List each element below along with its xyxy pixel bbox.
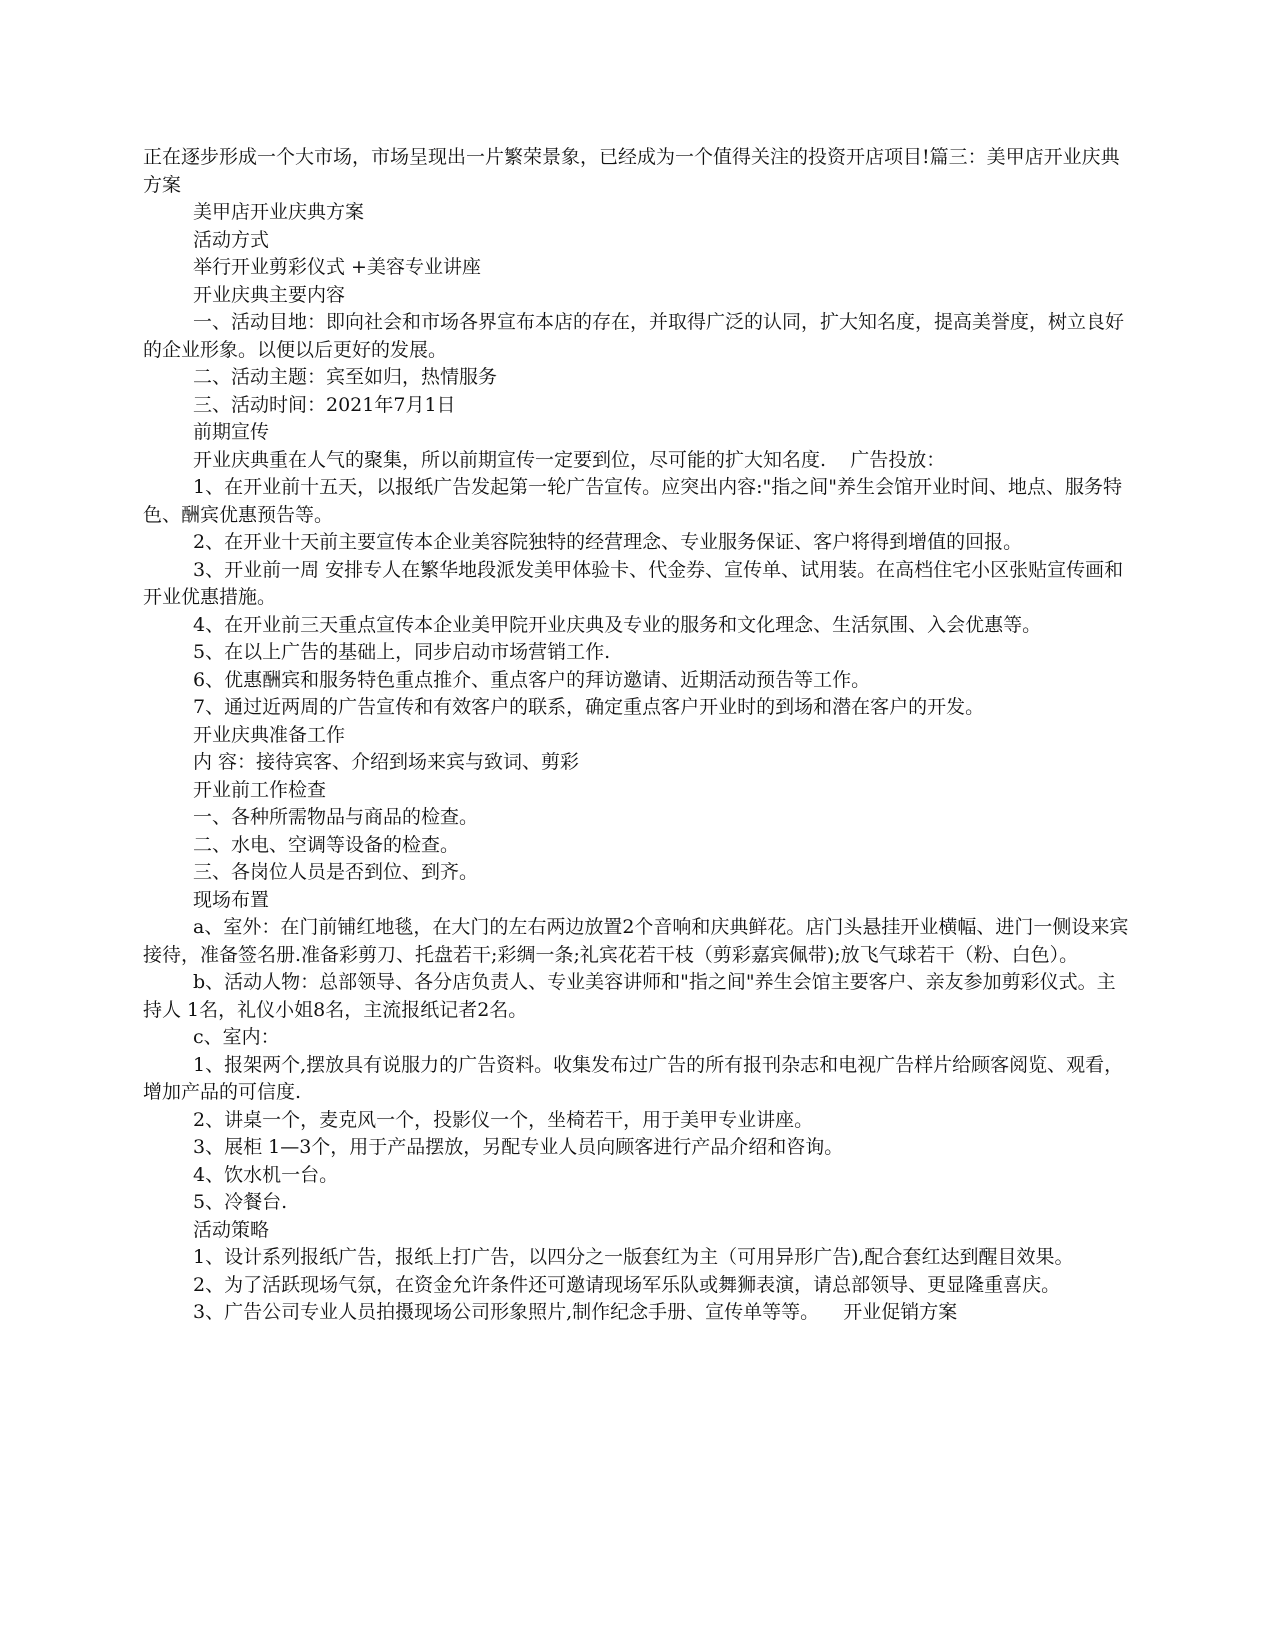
paragraph-line: 一、活动目地：即向社会和市场各界宣布本店的存在，并取得广泛的认同，扩大知名度，提高美誉度，树立良好的企业形象。以便以后更好的发展。: [143, 311, 1125, 361]
paragraph-line: 3、广告公司专业人员拍摄现场公司形象照片,制作纪念手册、宣传单等等。 开业促销方案: [193, 1301, 958, 1323]
paragraph-line: 1、在开业前十五天，以报纸广告发起第一轮广告宣传。应突出内容:"指之间"养生会馆开业时间、地点、服务特色、酬宾优惠预告等。: [143, 476, 1122, 526]
paragraph-line: 4、在开业前三天重点宣传本企业美甲院开业庆典及专业的服务和文化理念、生活氛围、入会优惠等。: [193, 613, 1042, 636]
paragraph-line: 开业庆典准备工作: [193, 723, 346, 746]
paragraph-line: c、室内：: [193, 1026, 280, 1048]
document-page: [143, 144, 1133, 1327]
paragraph-line: 3、展柜 1—3个，用于产品摆放，另配专业人员向顾客进行产品介绍和咨询。: [193, 1136, 844, 1158]
paragraph-line: 2、为了活跃现场气氛，在资金允许条件还可邀请现场军乐队或舞狮表演，请总部领导、更显隆重喜庆。: [193, 1273, 1061, 1296]
paragraph-line: 内 容：接待宾客、介绍到场来宾与致词、剪彩: [193, 751, 580, 773]
paragraph-line: 2、在开业十天前主要宣传本企业美容院独特的经营理念、专业服务保证、客户将得到增值的回报。: [193, 531, 1023, 553]
paragraph-line: 1、报架两个,摆放具有说服力的广告资料。收集发布过广告的所有报刊杂志和电视广告样片给顾客阅览、观看，增加产品的可信度.: [143, 1053, 1124, 1103]
paragraph-line: 二、水电、空调等设备的检查。: [193, 833, 460, 856]
paragraph-line: 美甲店开业庆典方案: [193, 201, 365, 223]
paragraph-line: 前期宣传: [193, 421, 270, 443]
paragraph-line: 正在逐步形成一个大市场，市场呈现出一片繁荣景象，已经成为一个值得关注的投资开店项目!篇三：美甲店开业庆典方案: [143, 146, 1120, 196]
paragraph-line: 1、设计系列报纸广告，报纸上打广告，以四分之一版套红为主（可用异形广告),配合套红达到醒目效果。: [193, 1246, 1074, 1268]
paragraph-line: 举行开业剪彩仪式 +美容专业讲座: [193, 256, 481, 278]
paragraph-line: 4、饮水机一台。: [193, 1163, 339, 1186]
paragraph-line: 5、在以上广告的基础上，同步启动市场营销工作.: [193, 641, 611, 663]
paragraph-line: 活动方式: [193, 228, 270, 251]
paragraph-line: 6、优惠酬宾和服务特色重点推介、重点客户的拜访邀请、近期活动预告等工作。: [193, 668, 871, 691]
paragraph-line: a、室外：在门前铺红地毯，在大门的左右两边放置2个音响和庆典鲜花。店门头悬挂开业横幅、进门一侧设来宾接待，准备签名册.准备彩剪刀、托盘若干;彩绸一条;礼宾花若干枝（剪彩嘉宾佩带);放飞气球若干（粉、白色）。: [143, 916, 1129, 966]
paragraph-line: 开业前工作检查: [193, 778, 327, 801]
paragraph-line: 3、开业前一周 安排专人在繁华地段派发美甲体验卡、代金券、宣传单、试用装。在高档住宅小区张贴宣传画和开业优惠措施。: [143, 558, 1124, 608]
paragraph-line: 二、活动主题：宾至如归，热情服务: [193, 366, 498, 388]
paragraph-line: 三、活动时间：2021年7月1日: [193, 393, 456, 416]
paragraph-line: 开业庆典重在人气的聚集，所以前期宣传一定要到位，尽可能的扩大知名度. 广告投放：: [193, 448, 946, 471]
paragraph-line: 开业庆典主要内容: [193, 283, 346, 306]
paragraph-line: b、活动人物：总部领导、各分店负责人、专业美容讲师和"指之间"养生会馆主要客户、亲友参加剪彩仪式。主持人 1名，礼仪小姐8名，主流报纸记者2名。: [143, 971, 1116, 1021]
paragraph-line: 一、各种所需物品与商品的检查。: [193, 806, 479, 828]
paragraph-line: 5、冷餐台.: [193, 1191, 288, 1213]
paragraph-line: 2、讲桌一个，麦克风一个，投影仪一个，坐椅若干，用于美甲专业讲座。: [193, 1108, 814, 1131]
paragraph-line: 现场布置: [193, 888, 270, 911]
paragraph-line: 三、各岗位人员是否到位、到齐。: [193, 861, 479, 883]
paragraph-line: 7、通过近两周的广告宣传和有效客户的联系，确定重点客户开业时的到场和潜在客户的开发。: [193, 696, 985, 718]
paragraph-line: 活动策略: [193, 1218, 270, 1241]
